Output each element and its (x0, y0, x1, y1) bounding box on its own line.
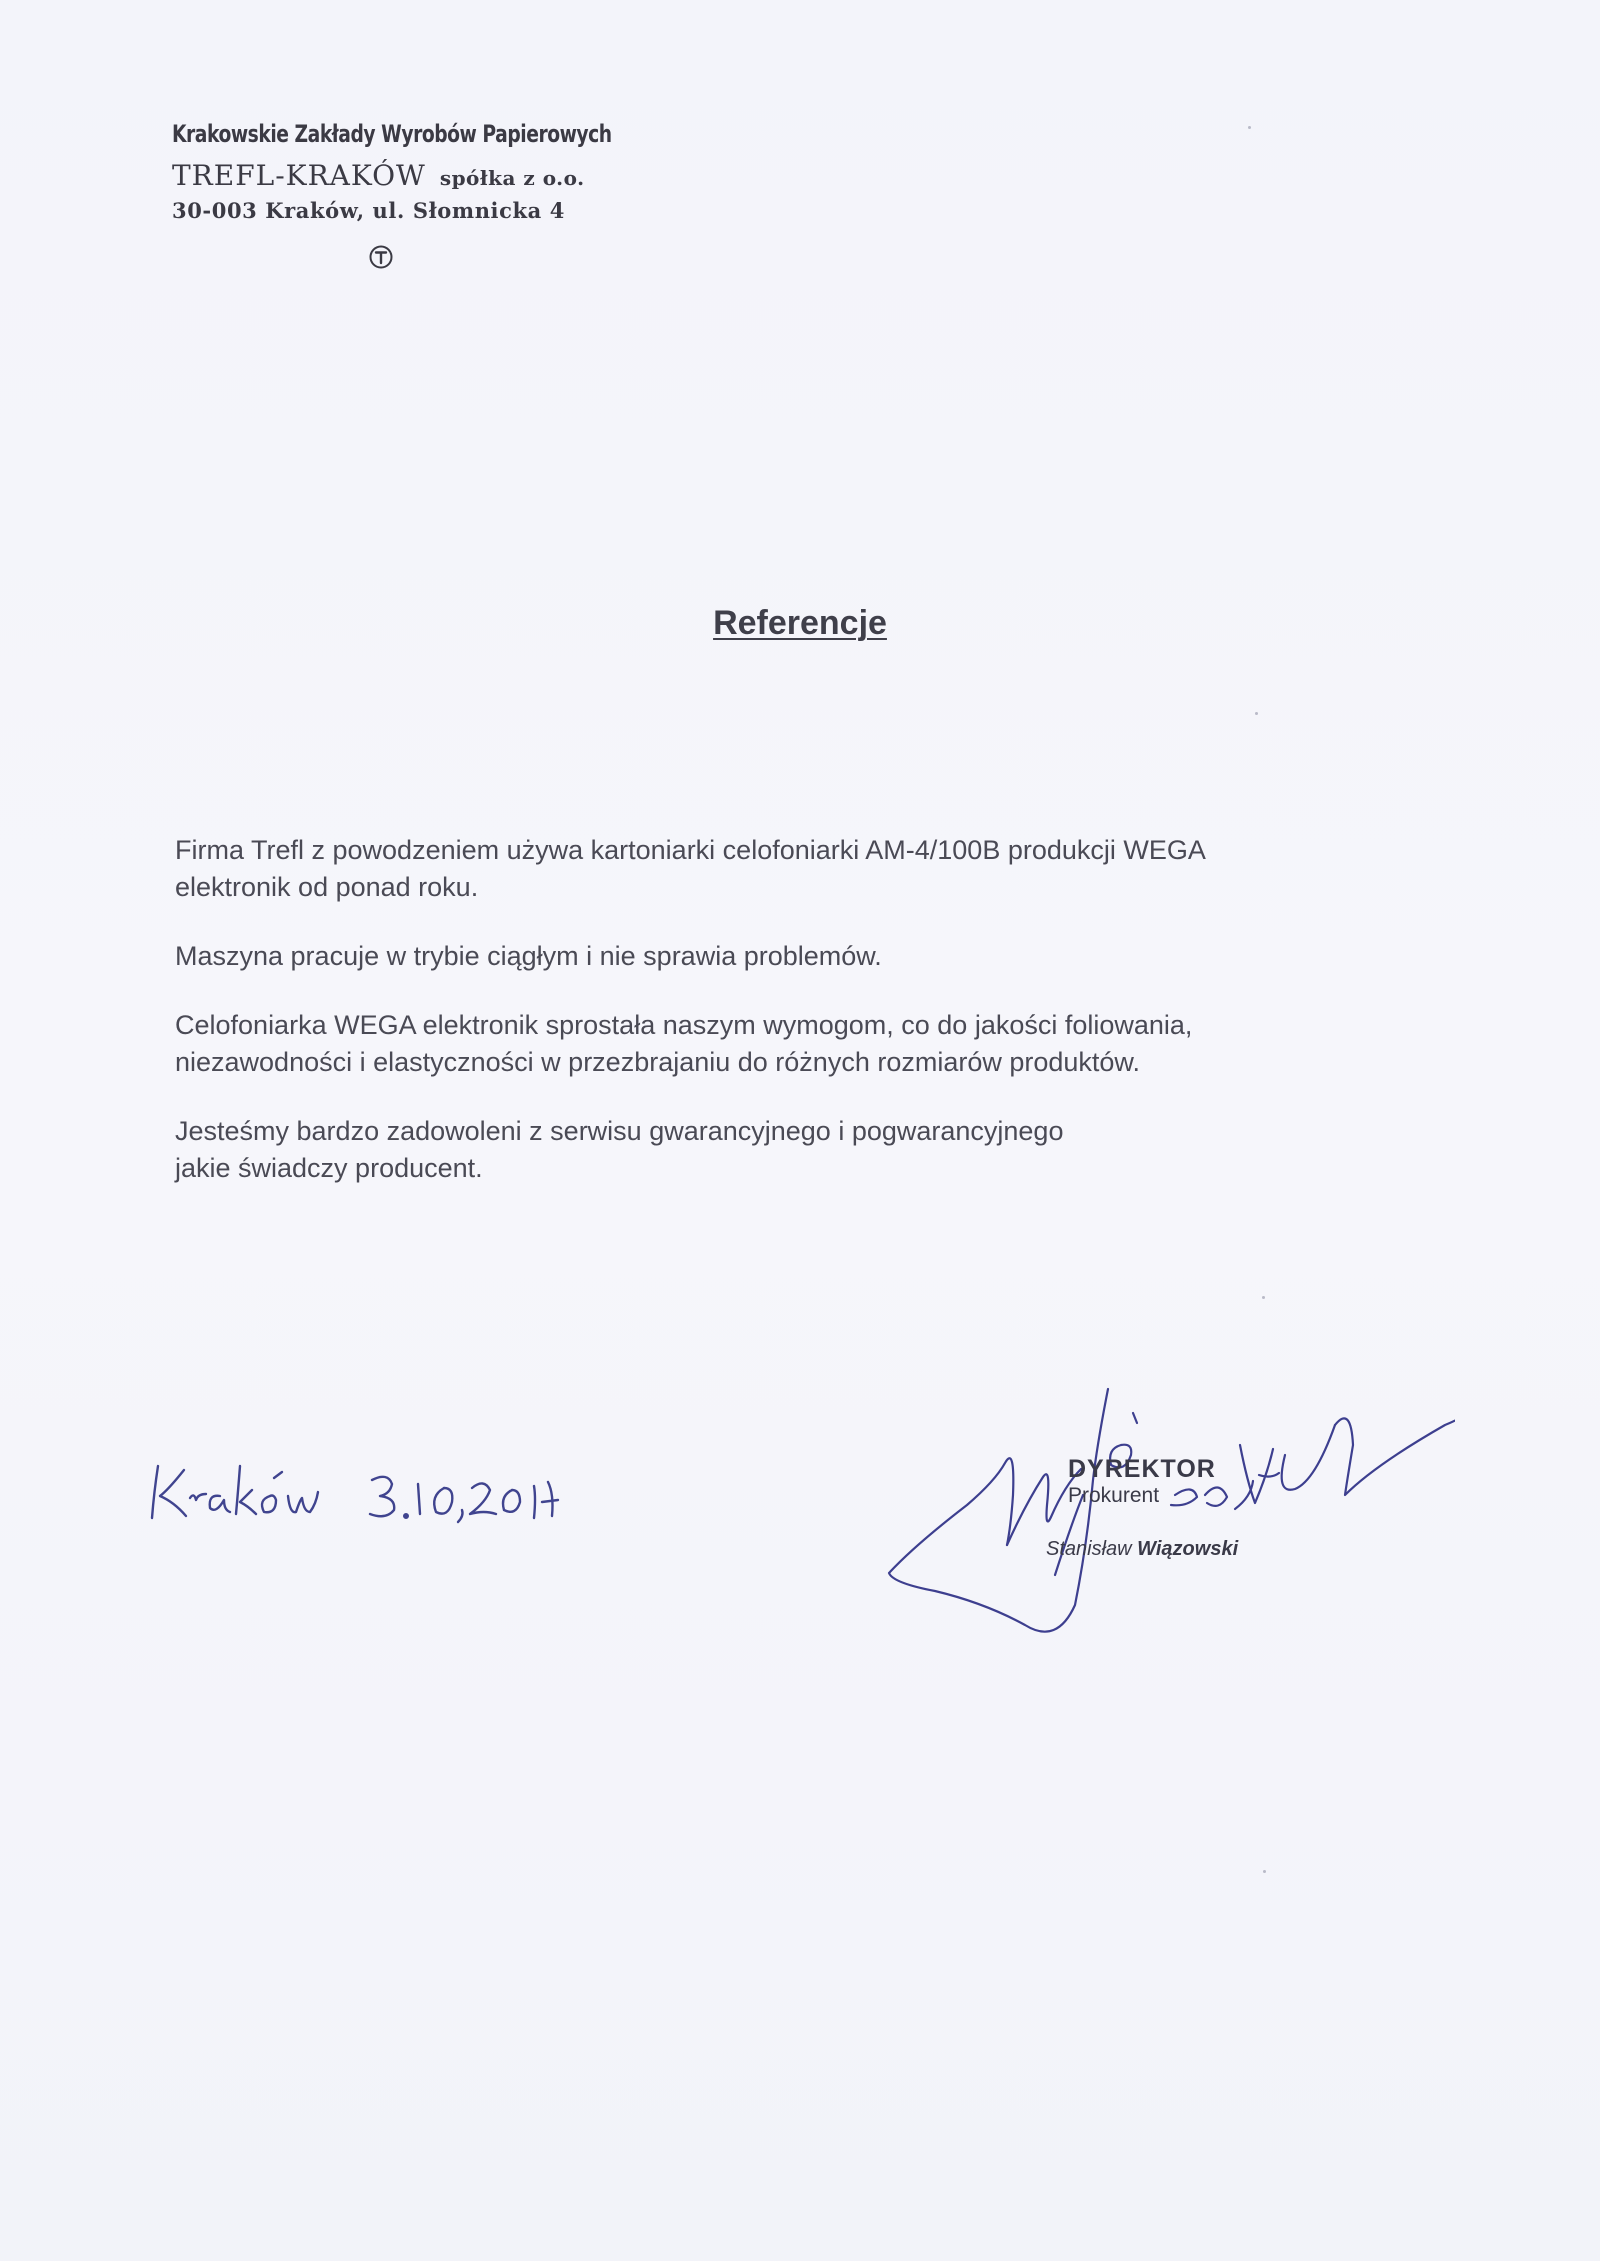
paragraph-line: jakie świadczy producent. (175, 1153, 483, 1183)
letter-body (175, 832, 1475, 1219)
paper-speck (1255, 712, 1258, 715)
paper-speck (1248, 126, 1251, 129)
stamp-company-name: Krakowskie Zakłady Wyrobów Papierowych (172, 120, 612, 148)
signatory-name (1046, 1538, 1238, 1561)
paragraph-line: Jesteśmy bardzo zadowoleni z serwisu gwarancyjnego i pogwarancyjnego (175, 1116, 1064, 1146)
page-title (0, 604, 1600, 643)
signatory-first-name: Stanisław (1046, 1538, 1132, 1560)
stamp-company-short (172, 159, 612, 194)
stamp-address: 30-003 Kraków, ul. Słomnicka 4 (172, 198, 566, 223)
signatory-subtitle: Prokurent (1068, 1484, 1160, 1507)
handwritten-date (144, 1452, 584, 1532)
paper-speck (1262, 1296, 1265, 1299)
paragraph (175, 832, 1475, 906)
paragraph-line: niezawodności i elastyczności w przezbrajaniu do różnych rozmiarów produktów. (175, 1047, 1140, 1077)
company-stamp (172, 122, 612, 228)
paragraph-line: elektronik od ponad roku. (175, 872, 479, 902)
paragraph-line: Celofoniarka WEGA elektronik sprostała naszym wymogom, co do jakości foliowania, (175, 1010, 1193, 1040)
paragraph (175, 938, 1475, 975)
signatory-title: DYREKTOR (1068, 1455, 1216, 1483)
paragraph (175, 1113, 1475, 1187)
title-text: Referencje (713, 604, 887, 642)
paper-speck (1263, 1870, 1266, 1873)
paragraph (175, 1007, 1475, 1081)
signature (875, 1385, 1455, 1660)
paragraph-line: Maszyna pracuje w trybie ciągłym i nie sprawia problemów. (175, 941, 882, 971)
paragraph-line: Firma Trefl z powodzeniem używa kartoniarki celofoniarki AM-4/100B produkcji WEGA (175, 835, 1206, 865)
signatory-last-name: Wiązowski (1137, 1538, 1239, 1560)
trefl-t-circle-icon (368, 244, 394, 270)
stamp-company-main: TREFL-KRAKÓW (172, 159, 426, 192)
stamp-company-suffix: spółka z o.o. (439, 166, 585, 190)
